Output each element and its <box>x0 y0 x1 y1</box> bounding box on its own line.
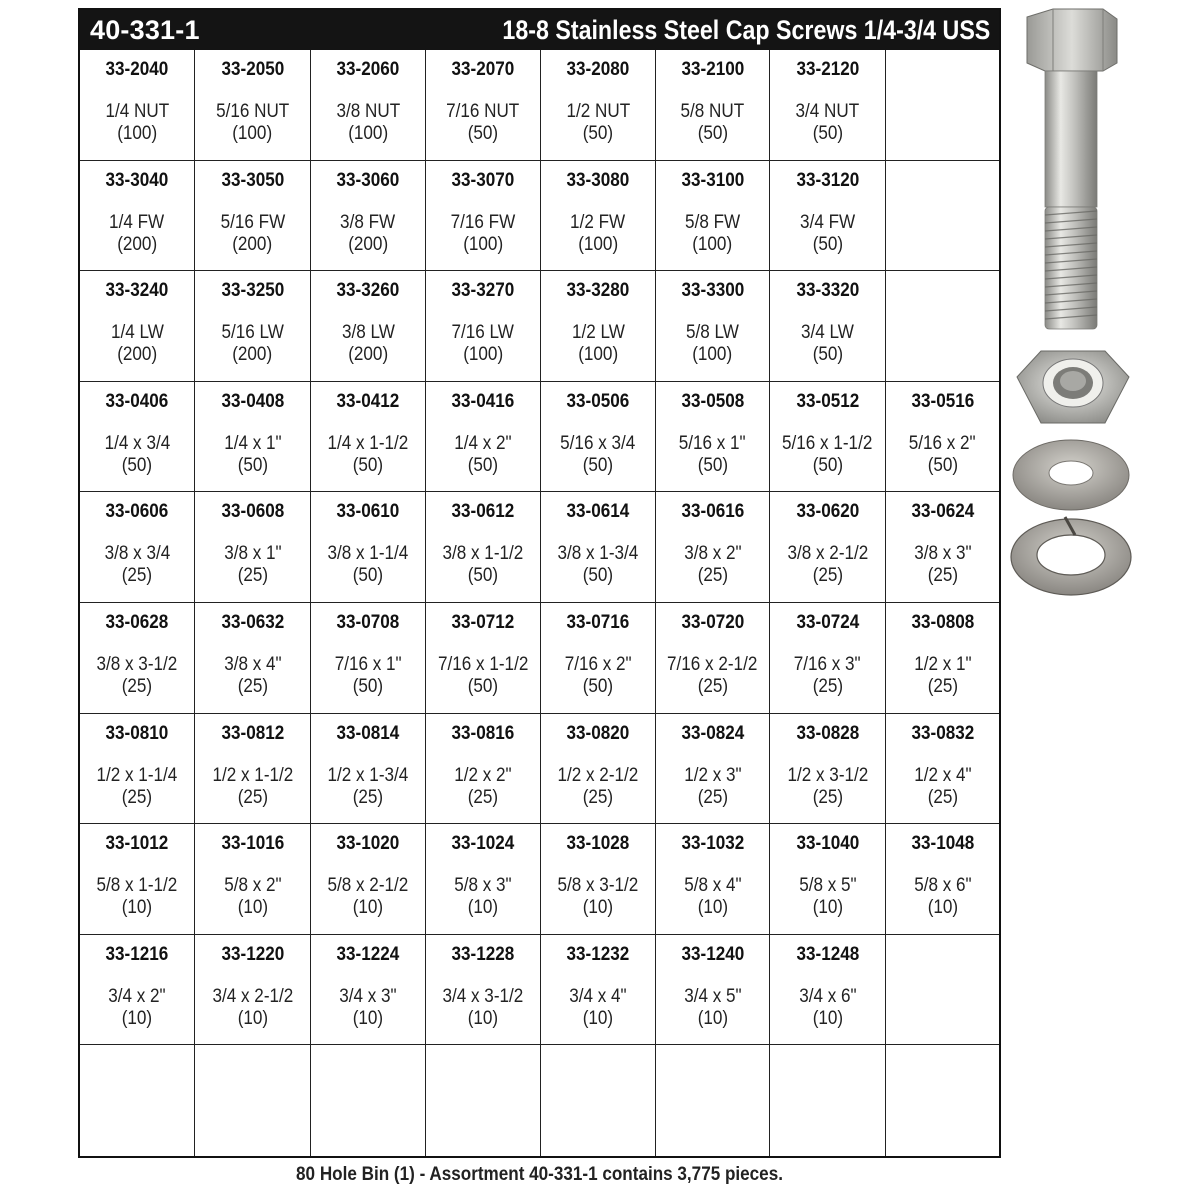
part-number: 33-0610 <box>336 501 400 523</box>
hex-nut-icon <box>1017 351 1129 423</box>
bin-cell <box>541 824 656 935</box>
part-number: 33-1240 <box>681 943 744 965</box>
part-description: 3/8 x 3-1/2 <box>96 653 178 675</box>
part-quantity: (10) <box>121 897 153 919</box>
bin-cell <box>770 50 886 161</box>
part-description: 5/8 x 5" <box>798 875 857 897</box>
part-description: 5/16 x 3/4 <box>560 432 636 454</box>
part-number: 33-0810 <box>105 722 169 744</box>
part-quantity: (100) <box>578 344 618 366</box>
part-quantity: (100) <box>692 233 733 255</box>
part-number: 33-0816 <box>451 722 515 744</box>
empty-bin-cell <box>656 1045 770 1156</box>
bin-cell <box>886 603 999 714</box>
part-quantity: (100) <box>692 344 733 366</box>
flat-washer-icon <box>1013 440 1129 510</box>
part-number: 33-3250 <box>221 280 284 302</box>
bin-cell <box>770 603 886 714</box>
bin-cell <box>195 935 311 1046</box>
part-number: 33-2050 <box>221 59 284 80</box>
part-quantity: (25) <box>812 675 843 697</box>
footer-note <box>78 1164 1001 1186</box>
part-number: 33-0508 <box>681 390 744 412</box>
part-number: 33-3280 <box>566 280 630 302</box>
part-number: 33-0632 <box>221 611 284 633</box>
part-quantity: (25) <box>467 786 499 808</box>
part-description: 1/2 FW <box>570 211 626 233</box>
bin-cell <box>195 161 311 272</box>
bin-cell <box>426 824 541 935</box>
part-number: 33-0720 <box>681 611 744 633</box>
part-quantity: (50) <box>812 344 843 366</box>
part-description: 3/8 x 3/4 <box>104 543 170 565</box>
part-quantity: (50) <box>237 454 268 476</box>
part-quantity: (10) <box>582 897 614 919</box>
bin-cell <box>541 50 656 161</box>
assortment-number: 40-331-1 <box>90 14 200 45</box>
part-quantity: (100) <box>117 123 157 144</box>
part-description: 5/8 x 4" <box>683 875 742 897</box>
part-number: 33-0628 <box>105 611 169 633</box>
part-number: 33-1020 <box>336 833 400 855</box>
part-quantity: (10) <box>352 897 384 919</box>
part-description: 1/2 x 1-3/4 <box>327 764 409 786</box>
part-description: 7/16 x 1-1/2 <box>437 653 529 675</box>
part-quantity: (50) <box>697 454 728 476</box>
bin-cell <box>80 935 195 1046</box>
part-description: 1/2 NUT <box>566 101 630 122</box>
part-description: 1/4 NUT <box>105 101 169 122</box>
bin-cell <box>426 935 541 1046</box>
empty-bin-cell <box>80 1045 195 1156</box>
part-description: 3/4 x 6" <box>798 985 857 1007</box>
part-quantity: (200) <box>232 344 273 366</box>
empty-bin-cell <box>311 1045 426 1156</box>
part-description: 7/16 LW <box>451 322 515 344</box>
part-number: 33-2060 <box>336 59 400 80</box>
bin-cell <box>80 50 195 161</box>
part-quantity: (50) <box>582 123 614 144</box>
part-number: 33-1012 <box>105 833 169 855</box>
part-number: 33-0412 <box>336 390 400 412</box>
part-quantity: (50) <box>467 123 499 144</box>
part-quantity: (25) <box>237 786 268 808</box>
part-description: 1/2 LW <box>571 322 625 344</box>
part-number: 33-0506 <box>566 390 630 412</box>
bin-cell <box>195 271 311 382</box>
part-quantity: (200) <box>232 233 273 255</box>
part-description: 3/8 x 2" <box>683 543 742 565</box>
part-quantity: (100) <box>578 233 618 255</box>
part-description: 5/16 x 1" <box>679 432 746 454</box>
part-number: 33-2040 <box>105 59 169 80</box>
part-number: 33-3100 <box>681 169 744 191</box>
part-quantity: (50) <box>812 123 843 144</box>
part-description: 3/4 x 2" <box>108 985 166 1007</box>
part-number: 33-0408 <box>221 390 284 412</box>
part-number: 33-0406 <box>105 390 169 412</box>
part-number: 33-2070 <box>451 59 515 80</box>
bin-cell <box>770 161 886 272</box>
empty-bin-cell <box>886 161 999 272</box>
bin-cell <box>770 382 886 493</box>
part-number: 33-1032 <box>681 833 744 855</box>
part-description: 3/8 x 2-1/2 <box>787 543 868 565</box>
part-number: 33-1228 <box>451 943 515 965</box>
footer-text: 80 Hole Bin (1) - Assortment 40-331-1 contains 3,775 pieces. <box>296 1164 783 1185</box>
part-quantity: (200) <box>348 233 388 255</box>
part-number: 33-3120 <box>796 169 859 191</box>
bin-cell <box>195 603 311 714</box>
part-quantity: (100) <box>463 344 503 366</box>
part-quantity: (50) <box>352 565 384 587</box>
bin-cell <box>80 824 195 935</box>
bin-cell <box>80 603 195 714</box>
part-description: 1/4 FW <box>109 211 165 233</box>
bin-cell <box>541 714 656 825</box>
empty-bin-cell <box>195 1045 311 1156</box>
empty-bin-cell <box>770 1045 886 1156</box>
assortment-chart <box>78 8 1001 1158</box>
part-number: 33-0606 <box>105 501 169 523</box>
part-description: 7/16 FW <box>450 211 516 233</box>
part-quantity: (50) <box>582 675 614 697</box>
bin-cell <box>886 382 999 493</box>
part-description: 3/4 x 2-1/2 <box>212 985 293 1007</box>
part-description: 1/2 x 1-1/4 <box>96 764 178 786</box>
part-number: 33-1028 <box>566 833 630 855</box>
part-description: 5/16 FW <box>220 211 285 233</box>
part-quantity: (50) <box>467 565 499 587</box>
part-description: 5/8 x 6" <box>913 875 972 897</box>
bin-cell <box>770 714 886 825</box>
bin-cell <box>195 714 311 825</box>
part-number: 33-0712 <box>451 611 515 633</box>
part-quantity: (25) <box>237 565 268 587</box>
bin-cell <box>195 824 311 935</box>
part-quantity: (10) <box>121 1007 153 1029</box>
bin-cell <box>311 714 426 825</box>
bin-cell <box>80 271 195 382</box>
bin-cell <box>311 824 426 935</box>
part-quantity: (100) <box>463 233 503 255</box>
part-description: 7/16 NUT <box>446 101 520 122</box>
part-quantity: (50) <box>352 454 384 476</box>
part-quantity: (25) <box>121 565 153 587</box>
part-description: 3/8 x 4" <box>223 653 282 675</box>
bin-cell <box>311 161 426 272</box>
bin-cell <box>541 935 656 1046</box>
part-description: 5/8 x 3" <box>454 875 512 897</box>
part-description: 1/4 x 1" <box>223 432 282 454</box>
bin-cell <box>80 492 195 603</box>
bin-cell <box>195 382 311 493</box>
part-number: 33-0620 <box>796 501 859 523</box>
lock-washer-icon <box>1011 517 1131 595</box>
bin-cell <box>886 714 999 825</box>
part-description: 1/4 x 2" <box>454 432 512 454</box>
part-description: 5/8 x 2-1/2 <box>327 875 409 897</box>
bin-cell <box>541 161 656 272</box>
part-number: 33-1040 <box>796 833 859 855</box>
part-description: 3/4 x 4" <box>569 985 627 1007</box>
part-number: 33-0512 <box>796 390 859 412</box>
part-description: 3/4 x 5" <box>683 985 742 1007</box>
part-number: 33-2080 <box>566 59 630 80</box>
part-quantity: (10) <box>697 897 728 919</box>
part-description: 5/16 LW <box>221 322 284 344</box>
bin-cell <box>886 492 999 603</box>
part-description: 3/4 x 3" <box>339 985 397 1007</box>
part-description: 1/2 x 1-1/2 <box>212 764 293 786</box>
part-description: 5/8 x 3-1/2 <box>557 875 639 897</box>
bin-cell <box>195 50 311 161</box>
part-description: 3/8 x 3" <box>913 543 972 565</box>
bin-cell <box>311 271 426 382</box>
part-description: 7/16 x 1" <box>334 653 402 675</box>
part-description: 5/16 x 1-1/2 <box>782 432 873 454</box>
part-description: 1/2 x 3-1/2 <box>787 764 868 786</box>
part-number: 33-0708 <box>336 611 400 633</box>
part-description: 3/4 LW <box>801 322 854 344</box>
part-number: 33-0828 <box>796 722 859 744</box>
bin-cell <box>656 492 770 603</box>
chart-header <box>80 10 999 50</box>
part-description: 3/8 x 1-1/2 <box>442 543 524 565</box>
part-quantity: (25) <box>121 675 153 697</box>
bin-cell <box>770 271 886 382</box>
part-quantity: (10) <box>927 897 958 919</box>
part-number: 33-1232 <box>566 943 630 965</box>
part-number: 33-3260 <box>336 280 400 302</box>
part-number: 33-0614 <box>566 501 630 523</box>
bin-cell <box>311 935 426 1046</box>
part-quantity: (25) <box>697 786 728 808</box>
bin-cell <box>770 935 886 1046</box>
part-number: 33-0516 <box>911 390 974 412</box>
bin-cell <box>80 382 195 493</box>
part-quantity: (50) <box>121 454 153 476</box>
bin-cell <box>311 50 426 161</box>
part-quantity: (50) <box>697 123 728 144</box>
bin-cell <box>656 935 770 1046</box>
part-description: 3/4 FW <box>799 211 856 233</box>
part-number: 33-3320 <box>796 280 859 302</box>
part-quantity: (50) <box>352 675 384 697</box>
part-number: 33-0820 <box>566 722 630 744</box>
bin-cell <box>770 824 886 935</box>
part-quantity: (25) <box>237 675 268 697</box>
bin-cell <box>195 492 311 603</box>
bin-cell <box>656 714 770 825</box>
part-description: 5/8 x 2" <box>223 875 282 897</box>
part-description: 1/2 x 2" <box>454 764 512 786</box>
part-description: 5/8 x 1-1/2 <box>96 875 178 897</box>
part-quantity: (25) <box>121 786 153 808</box>
part-quantity: (50) <box>812 233 843 255</box>
part-quantity: (25) <box>812 565 843 587</box>
bin-cell <box>426 492 541 603</box>
part-quantity: (100) <box>348 123 388 144</box>
part-description: 1/2 x 4" <box>913 764 972 786</box>
empty-bin-cell <box>541 1045 656 1156</box>
part-number: 33-1048 <box>911 833 974 855</box>
part-number: 33-0808 <box>911 611 974 633</box>
part-quantity: (25) <box>927 786 958 808</box>
part-number: 33-3300 <box>681 280 744 302</box>
part-description: 3/4 x 3-1/2 <box>442 985 524 1007</box>
part-description: 1/2 x 1" <box>913 653 972 675</box>
part-quantity: (200) <box>117 233 157 255</box>
part-number: 33-1248 <box>796 943 859 965</box>
bin-cell <box>426 382 541 493</box>
bin-cell <box>886 824 999 935</box>
bin-cell <box>311 492 426 603</box>
bin-grid <box>80 50 999 1156</box>
part-number: 33-0612 <box>451 501 515 523</box>
bin-cell <box>656 603 770 714</box>
part-number: 33-0616 <box>681 501 744 523</box>
part-number: 33-0814 <box>336 722 400 744</box>
part-quantity: (25) <box>927 675 958 697</box>
part-quantity: (10) <box>582 1007 614 1029</box>
part-quantity: (10) <box>812 1007 843 1029</box>
part-description: 5/8 NUT <box>680 101 745 122</box>
part-quantity: (100) <box>232 123 273 144</box>
part-description: 7/16 x 2" <box>564 653 632 675</box>
hex-cap-screw-icon <box>1027 9 1117 329</box>
empty-bin-cell <box>886 50 999 161</box>
bin-cell <box>80 714 195 825</box>
part-quantity: (200) <box>117 344 157 366</box>
part-description: 1/4 x 3/4 <box>104 432 170 454</box>
bin-cell <box>656 824 770 935</box>
part-description: 5/16 NUT <box>215 101 290 122</box>
bin-cell <box>541 271 656 382</box>
part-number: 33-1024 <box>451 833 515 855</box>
bin-cell <box>541 492 656 603</box>
part-quantity: (200) <box>348 344 388 366</box>
part-number: 33-3040 <box>105 169 169 191</box>
part-number: 33-0832 <box>911 722 974 744</box>
part-quantity: (10) <box>697 1007 728 1029</box>
bin-cell <box>656 161 770 272</box>
part-quantity: (25) <box>352 786 384 808</box>
part-quantity: (25) <box>927 565 958 587</box>
part-quantity: (10) <box>237 1007 268 1029</box>
part-quantity: (10) <box>467 1007 499 1029</box>
part-description: 1/2 x 3" <box>683 764 742 786</box>
part-number: 33-2120 <box>796 59 859 80</box>
bin-cell <box>656 382 770 493</box>
part-quantity: (50) <box>467 454 499 476</box>
part-number: 33-1224 <box>336 943 400 965</box>
empty-bin-cell <box>886 935 999 1046</box>
part-description: 3/8 x 1" <box>223 543 282 565</box>
chart-title: 18-8 Stainless Steel Cap Screws 1/4-3/4 USS <box>502 14 990 45</box>
part-description: 1/4 LW <box>110 322 164 344</box>
part-number: 33-0624 <box>911 501 974 523</box>
part-number: 33-3080 <box>566 169 630 191</box>
part-quantity: (10) <box>352 1007 384 1029</box>
part-quantity: (10) <box>812 897 843 919</box>
part-quantity: (25) <box>582 786 614 808</box>
part-number: 33-3050 <box>221 169 284 191</box>
part-quantity: (50) <box>812 454 843 476</box>
part-description: 3/8 FW <box>340 211 396 233</box>
bin-cell <box>426 271 541 382</box>
part-quantity: (25) <box>697 675 728 697</box>
part-number: 33-3270 <box>451 280 515 302</box>
part-description: 5/8 FW <box>684 211 741 233</box>
part-quantity: (10) <box>467 897 499 919</box>
part-quantity: (50) <box>582 454 614 476</box>
part-number: 33-1016 <box>221 833 284 855</box>
part-number: 33-1220 <box>221 943 284 965</box>
part-description: 7/16 x 3" <box>794 653 861 675</box>
part-description: 5/16 x 2" <box>909 432 976 454</box>
part-number: 33-0824 <box>681 722 744 744</box>
empty-bin-cell <box>886 271 999 382</box>
part-number: 33-3060 <box>336 169 400 191</box>
product-photo <box>1005 5 1195 605</box>
bin-cell <box>426 603 541 714</box>
part-number: 33-3070 <box>451 169 515 191</box>
empty-bin-cell <box>426 1045 541 1156</box>
bin-cell <box>656 271 770 382</box>
part-quantity: (25) <box>812 786 843 808</box>
part-quantity: (10) <box>237 897 268 919</box>
part-quantity: (25) <box>697 565 728 587</box>
bin-cell <box>80 161 195 272</box>
part-description: 3/4 NUT <box>795 101 860 122</box>
bin-cell <box>426 50 541 161</box>
bin-cell <box>656 50 770 161</box>
part-quantity: (50) <box>467 675 499 697</box>
part-description: 3/8 NUT <box>336 101 400 122</box>
part-description: 7/16 x 2-1/2 <box>667 653 758 675</box>
part-quantity: (50) <box>582 565 614 587</box>
bin-cell <box>311 603 426 714</box>
part-number: 33-0812 <box>221 722 284 744</box>
part-description: 3/8 x 1-3/4 <box>557 543 639 565</box>
part-description: 3/8 x 1-1/4 <box>327 543 409 565</box>
part-number: 33-0724 <box>796 611 859 633</box>
bin-cell <box>426 714 541 825</box>
part-description: 1/4 x 1-1/2 <box>327 432 409 454</box>
part-number: 33-0716 <box>566 611 630 633</box>
part-number: 33-2100 <box>681 59 744 80</box>
bin-cell <box>541 603 656 714</box>
part-quantity: (50) <box>927 454 958 476</box>
part-number: 33-0416 <box>451 390 515 412</box>
part-number: 33-0608 <box>221 501 284 523</box>
bin-cell <box>541 382 656 493</box>
empty-bin-cell <box>886 1045 999 1156</box>
part-description: 1/2 x 2-1/2 <box>557 764 639 786</box>
part-description: 3/8 LW <box>341 322 395 344</box>
bin-cell <box>426 161 541 272</box>
part-description: 5/8 LW <box>686 322 739 344</box>
part-number: 33-1216 <box>105 943 169 965</box>
bin-cell <box>311 382 426 493</box>
part-number: 33-3240 <box>105 280 169 302</box>
bin-cell <box>770 492 886 603</box>
